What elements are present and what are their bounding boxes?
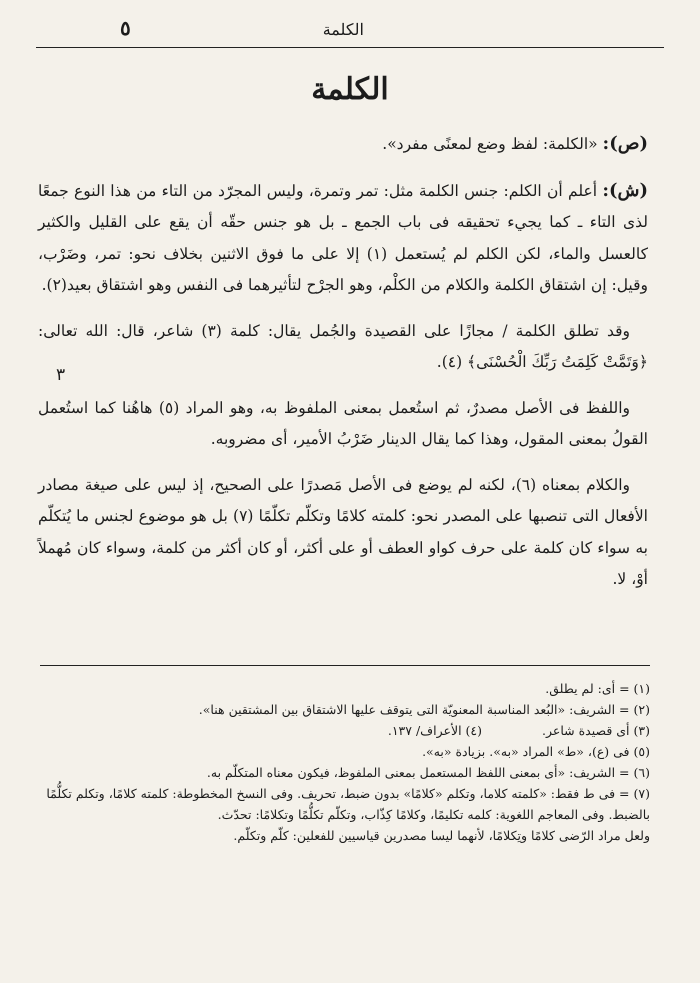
matn-text: «الكلمة: لفظ وضع لمعنًى مفرد». [382, 135, 598, 153]
paragraph-matn [38, 128, 648, 161]
page-number: ٥ [120, 16, 131, 40]
running-title: الكلمة [322, 20, 364, 39]
paragraph-5: والكلام بمعناه (٦)، لكنه لم يوضع فى الأصل مَصدرًا على الصحيح، إذ ليس على صيغة مصادر الأفعال التى تنصبها على المصدر نحو: كلمته كلامًا وتكلّم تكلّمًا (٧) بل هو موضوع لجنس ما يُتكلّم به سواء كان كلمة على حرف كواو العطف أو على أكثر، أو كان أكثر من كلمة، وسواء كان مُهملاً أوْ، لا. [38, 475, 648, 588]
chapter-title: الكلمة [311, 72, 389, 107]
footnote-6: (٦) = الشريف: «أى بمعنى اللفظ المستعمل بمعنى الملفوظ، فيكون معناه المتكلّم به. [206, 765, 650, 780]
paragraph-sharh [38, 175, 648, 302]
sharh-text: أعلم أن الكلم: جنس الكلمة مثل: تمر وتمرة، وليس المجرّد من التاء من هذا النوع جمعًا لذى التاء ـ كما يجيء تحقيقه فى باب الجمع ـ بل هو جنس حقّه أن يقع على القليل والكثير كالعسل والماء، لكن الكلم لم يُستعمل (١) إلا على ما فوق الاثنين بخلاف نحو: تمر، وضَرْب، وقيل: إن اشتقاق الكلمة والكلام من الكلْم، وهو الجرْح لتأثيرهما فى النفس وهو اشتقاق بعيد(٢). [38, 181, 648, 294]
paragraph-3: وقد تطلق الكلمة / مجازًا على القصيدة والجُمل يقال: كلمة (٣) شاعر، قال: الله تعالى: ﴿وَتَمَّتْ كَلِمَتُ رَبِّكَ الْحُسْنَى﴾ (٤). [38, 321, 648, 371]
footnote-5: (٥) فى (ع)، «ط» المراد «به». بزيادة «به». [422, 744, 650, 759]
footnote-row-3-4 [40, 720, 650, 741]
main-text [38, 128, 648, 610]
footnote-rule [40, 665, 650, 666]
footnote-1: (١) = أى: لم يطلق. [545, 681, 650, 696]
footnote-4: (٤) الأعراف/ ١٣٧. [387, 723, 483, 738]
footnote-7: (٧) = فى ط فقط: «كلمته كلاما، وتكلم «كلامًا» بدون ضبط، تحريف. وفى النسخ المخطوطة: كلمته كلامًا، وتكلم تكلُّمًا بالضبط. وفى المعاجم اللغوية: كلمه تكليمًا، وكلامًا كِذّاب، وتكلّم تكلُّمًا وتكلامًا: تحدّث. [46, 786, 650, 822]
paragraph-4: واللفظ فى الأصل مصدرٌ، ثم استُعمل بمعنى الملفوظ به، وهو المراد (٥) هاهُنا كما استُعمل القولُ بمعنى المقول، وهذا كما يقال الدينار ضَرْبُ الأمير، أى مضروبه. [38, 398, 648, 448]
footnote-2: (٢) = الشريف: «البُعد المناسبة المعنويّة التى يتوقف عليها الاشتقاق بين المشتقين هنا». [198, 702, 650, 717]
sharh-marker: (ش): [602, 179, 648, 201]
matn-marker: (ص): [602, 133, 648, 154]
header-rule [36, 47, 664, 48]
manuscript-folio-number: ٣ [56, 365, 66, 385]
footnotes [40, 678, 650, 846]
running-head [36, 14, 664, 48]
footnote-7-continued: ولعل مراد الرّضى كلامًا وتِكلامًا، لأنهما ليسا مصدرين قياسيين للفعلين: كلّم وتكلّم. [233, 828, 650, 843]
footnote-3: (٣) أى قصيدة شاعر. [542, 723, 650, 738]
